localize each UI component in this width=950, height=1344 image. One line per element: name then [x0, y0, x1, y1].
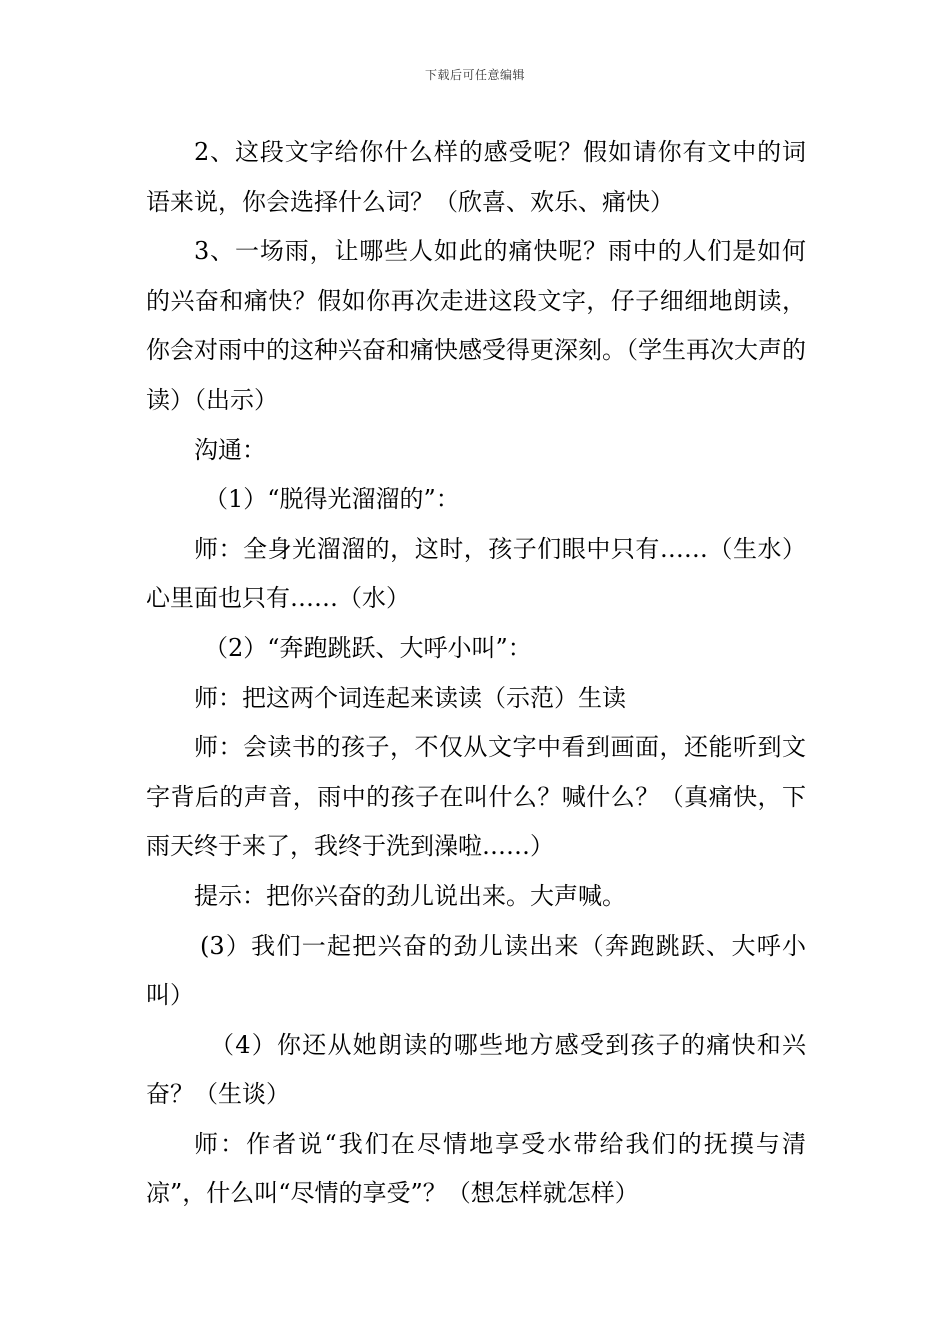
paragraph-7: 师：把这两个词连起来读读（示范）生读	[194, 683, 626, 712]
document-body	[146, 128, 806, 1219]
paragraph-6: （2）“奔跑跳跃、大呼小叫”：	[204, 633, 532, 662]
page-header: 下载后可任意编辑	[424, 68, 525, 82]
paragraph-11: （4）你还从她朗读的哪些地方感受到孩子的痛快和兴奋？（生谈）	[146, 1030, 806, 1109]
paragraph-2: 3、一场雨，让哪些人如此的痛快呢？雨中的人们是如何的兴奋和痛快？假如你再次走进这段文字，仔子细细地朗读，你会对雨中的这种兴奋和痛快感受得更深刻。（学生再次大声的读）（出示）	[146, 237, 806, 414]
paragraph-12: 师：作者说“我们在尽情地享受水带给我们的抚摸与清凉”，什么叫“尽情的享受”？（想怎样就怎样）	[146, 1129, 806, 1208]
paragraph-10: (3）我们一起把兴奋的劲儿读出来（奔跑跳跃、大呼小叫）	[146, 931, 806, 1010]
paragraph-4: （1）“脱得光溜溜的”：	[204, 485, 460, 514]
paragraph-5: 师：全身光溜溜的，这时，孩子们眼中只有……（生水）心里面也只有……（水）	[146, 534, 806, 613]
paragraph-1: 2、这段文字给你什么样的感受呢？假如请你有文中的词语来说，你会选择什么词？（欣喜、欢乐、痛快）	[146, 138, 806, 216]
paragraph-8: 师：会读书的孩子，不仅从文字中看到画面，还能听到文字背后的声音，雨中的孩子在叫什么？喊什么？（真痛快，下雨天终于来了，我终于洗到澡啦……）	[146, 733, 806, 861]
paragraph-3: 沟通：	[194, 435, 266, 464]
paragraph-9: 提示：把你兴奋的劲儿说出来。大声喊。	[194, 881, 626, 910]
